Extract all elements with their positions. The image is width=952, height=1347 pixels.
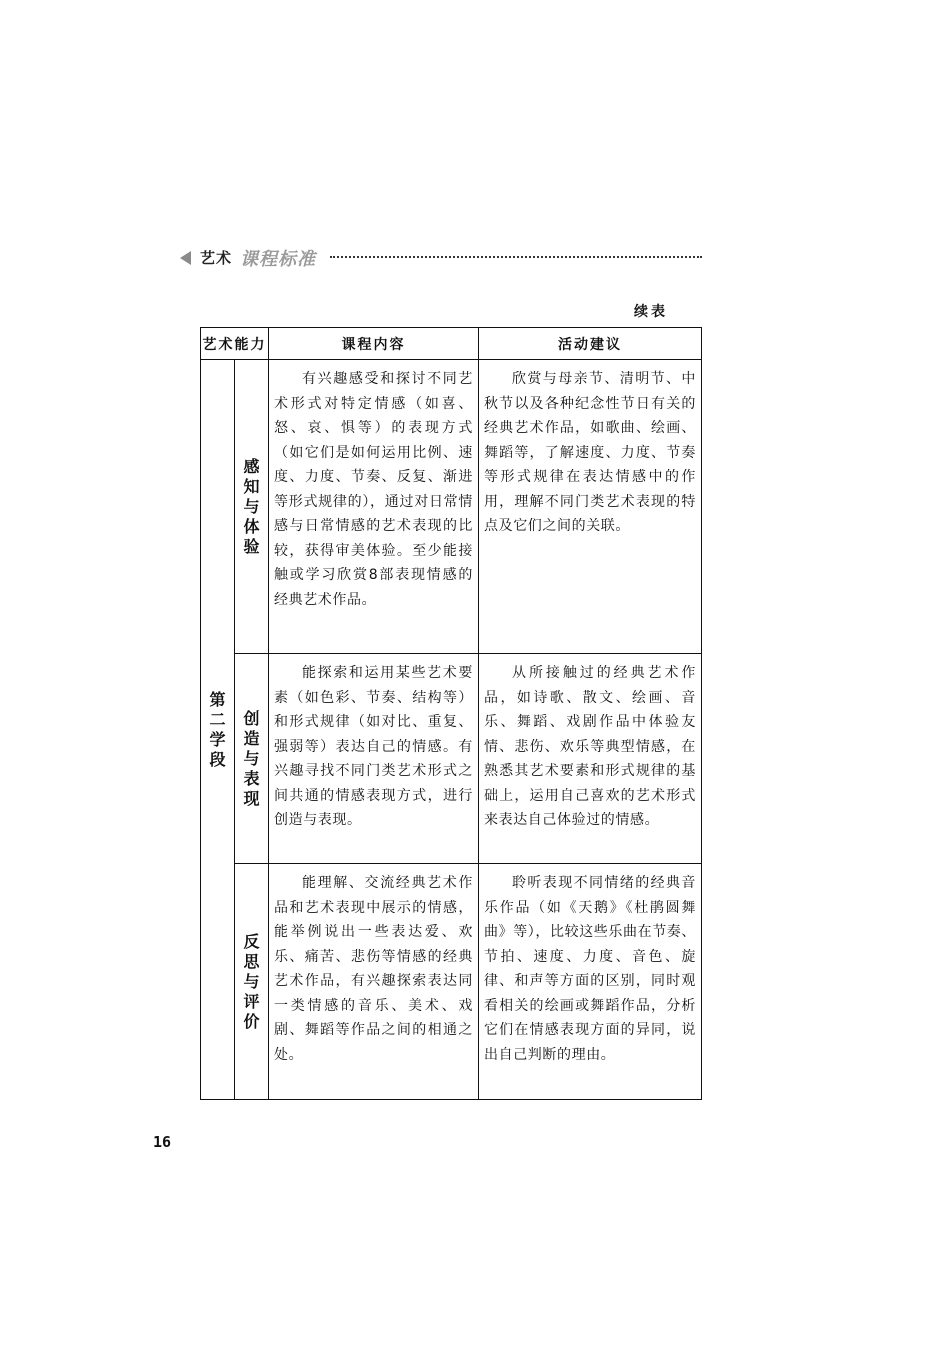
activity-text: 从所接触过的经典艺术作品，如诗歌、散文、绘画、音乐、舞蹈、戏剧作品中体验友情、悲伤、欢乐等典型情感，在熟悉其艺术要素和形式规律的基础上，运用自己喜欢的艺术形式来表达自己体验过的情感。 (484, 665, 696, 828)
content-cell (269, 864, 479, 1100)
content-text: 能探索和运用某些艺术要素（如色彩、节奏、结构等）和形式规律（如对比、重复、强弱等）表达自己的情感。有兴趣寻找不同门类艺术形式之间共通的情感表现方式，进行创造与表现。 (274, 665, 473, 828)
stage-cell (201, 360, 235, 1100)
ability-label: 反思与评价 (243, 931, 260, 1031)
content-cell (269, 654, 479, 864)
ability-cell (235, 654, 269, 864)
content-text: 能理解、交流经典艺术作品和艺术表现中展示的情感，能举例说出一些表达爱、欢乐、痛苦、悲伤等情感的经典艺术作品，有兴趣探索表达同一类情感的音乐、美术、戏剧、舞蹈等作品之间的相通之处。 (274, 875, 473, 1063)
ability-label: 感知与体验 (243, 456, 260, 556)
stage-label: 第二学段 (209, 689, 226, 769)
activity-cell (479, 654, 702, 864)
ability-cell (235, 864, 269, 1100)
table-header-row (201, 328, 702, 360)
continued-label: 续表 (634, 304, 668, 320)
page-number: 16 (153, 1133, 172, 1151)
running-header (180, 246, 702, 270)
column-header-ability: 艺术能力 (201, 328, 269, 360)
header-dotted-rule (330, 256, 702, 258)
table-row (201, 864, 702, 1100)
table-row (201, 360, 702, 654)
curriculum-table (200, 327, 702, 1100)
activity-text: 聆听表现不同情绪的经典音乐作品（如《天鹅》《杜鹃圆舞曲》等），比较这些乐曲在节奏、节拍、速度、力度、音色、旋律、和声等方面的区别，同时观看相关的绘画或舞蹈作品，分析它们在情感表现方面的异同，说出自己判断的理由。 (484, 875, 696, 1063)
activity-text: 欣赏与母亲节、清明节、中秋节以及各种纪念性节日有关的经典艺术作品，如歌曲、绘画、舞蹈等，了解速度、力度、节奏等形式规律在表达情感中的作用，理解不同门类艺术表现的特点及它们之间的关联。 (484, 371, 696, 534)
header-title: 课程标准 (240, 249, 316, 270)
content-cell (269, 360, 479, 654)
table-row (201, 654, 702, 864)
column-header-activity: 活动建议 (479, 328, 702, 360)
header-subject: 艺术 (200, 249, 233, 267)
ability-label: 创造与表现 (243, 708, 260, 808)
column-header-content: 课程内容 (269, 328, 479, 360)
ability-cell (235, 360, 269, 654)
triangle-left-icon (180, 251, 191, 265)
content-text: 有兴趣感受和探讨不同艺术形式对特定情感（如喜、怒、哀、惧等）的表现方式（如它们是如何运用比例、速度、力度、节奏、反复、渐进等形式规律的），通过对日常情感与日常情感的艺术表现的比较，获得审美体验。至少能接触或学习欣赏8部表现情感的经典艺术作品。 (274, 371, 473, 608)
activity-cell (479, 864, 702, 1100)
activity-cell (479, 360, 702, 654)
